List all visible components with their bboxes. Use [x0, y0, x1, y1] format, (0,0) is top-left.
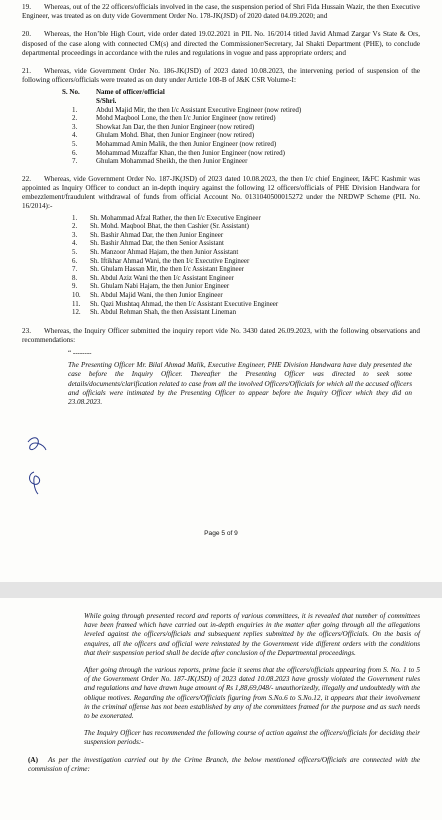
officer-list: [72, 215, 420, 318]
list-item: 7. Sh. Ghulam Hassan Mir, the then I/c Assistant Engineer: [72, 266, 244, 274]
list-item: 12. Sh. Abdul Rehman Shah, the then Assistant Lineman: [72, 309, 237, 317]
inquiry-quote: The Presenting Officer Mr. Bilal Ahmad Malik, Executive Engineer, PHE Division Handwara have duly presented the case before the Inquiry Officer. Thereafter the Presenting Officer was directed to seek some details/documents/clarification related to case from all the involved Officers/Officials for which all the accused officers and officials were intimated by the Presenting Officer to appear before the Inquiry Officer which they did on 23.08.2023.: [68, 361, 412, 406]
list-item: 1. Sh. Mohammad Afzal Rather, the then I/c Executive Engineer: [72, 214, 261, 222]
table-header-sno: S. No.: [62, 88, 80, 97]
paragraph-19: 19. Whereas, out of the 22 officers/officials involved in the case, the suspension period of Shri Fida Hussain Wazir, the then Executive Engineer, was treated as on duty vide Government Order No. 178-JK(JSD) of 2020 dated 04.09.2020; and: [22, 3, 420, 21]
table-row: 5. Mohammad Amin Malik, the then Junior Engineer (now retired): [72, 139, 277, 148]
list-item: 6. Sh. Iftikhar Ahmad Wani, the then I/c Executive Engineer: [72, 257, 250, 265]
table-row: 4. Ghulam Mohd. Bhat, then Junior Engineer (now retired): [72, 131, 255, 140]
table-row: 6. Mohammad Muzaffar Khan, the then Junior Engineer (now retired): [72, 148, 286, 157]
paragraph-20: 20. Whereas, the Hon’ble High Court, vide order dated 19.02.2021 in PIL No. 16/2014 titled Javid Ahmad Zargar Vs State & Ors, disposed of the case along with connected CM(s) and directed the Commissioner/Secretary, Jal Shakti Department (PHE), to conclude departmental proceedings in accordance with the rules and regulations in vogue and pass appropriate orders; and: [22, 30, 420, 57]
quote-open: “ --------: [68, 349, 92, 358]
document-page-6: [0, 598, 442, 820]
officer-table: [62, 88, 306, 165]
table-row: 1. Abdul Majid Mir, the then I/c Assistant Executive Engineer (now retired): [72, 105, 302, 114]
list-item: 4. Sh. Bashir Ahmad Dar, the then Senior Assistant: [72, 240, 224, 248]
paragraph-records: While going through presented record and reports of various committees, it is revealed that number of committees have been framed which have carried out in-depth enquiries in the matter after going through all the allegations leveled against the officers/officials and subsequent replies submitted by the officers/Officials. On the basis of enquires, all the officers and official were reinstated by the Government vide different orders with the conditions that their suspension period shall be decide after conclusion of the Departmental proceedings.: [84, 612, 420, 657]
paragraph-23: 23. Whereas, the Inquiry Officer submitted the inquiry report vide No. 3430 dated 26.09.2023, with the following observations and recommendations:: [22, 326, 420, 344]
handwritten-initials: [24, 432, 50, 498]
list-item: 11. Sh. Qazi Mushtaq Ahmad, the then I/c Assistant Executive Engineer: [72, 300, 279, 308]
paragraph-recommendation: The Inquiry Officer has recommended the following course of action against the officers/officials for deciding their suspension periods:-: [84, 729, 420, 747]
list-item: 2. Sh. Mohd. Maqbool Bhat, the then Cashier (Sr. Assistant): [72, 223, 249, 231]
page-number: Page 5 of 9: [204, 530, 238, 537]
list-item: 3. Sh. Bashir Ahmad Dar, the then Junior Engineer: [72, 231, 224, 239]
list-item: 5. Sh. Manzoor Ahmad Hajam, the then Junior Assistant: [72, 248, 239, 256]
paragraph-22: 22. Whereas, vide Government Order No. 187-JK(JSD) of 2023 dated 10.08.2023, the then I/c chief Engineer, I&FC Kashmir was appointed as Inquiry Officer to conduct an in-depth inquiry against the following 12 officers/officials of PHE Division Handwara for embezzlement/fraudulent withdrawal of funds from official Account No. 0131040500015272 under the NRDWP Scheme (PIL No. 16/2014):-: [22, 174, 420, 211]
table-row: 7. Ghulam Mohammad Sheikh, the then Junior Engineer: [72, 157, 248, 166]
table-subheader: S/Shri.: [96, 97, 117, 106]
list-item: 8. Sh. Abdul Aziz Wani the then I/c Assistant Engineer: [72, 274, 234, 282]
page-gap: [0, 582, 442, 598]
paragraph-reports: After going through the various reports, prime facie it seems that the officers/officials appearing from S. No. 1 to 5 of the Government Order No. 187-JK(JSD) of 2023 dated 10.08.2023 have grossly violated the Government rules and regulations and have drawn huge amount of Rs 1,88,69,048/- unauthorizedly, illegally and undoubtedly with the oblique motives. Regarding the officers/Officials figuring from S.No.6 to S.No.12, it appears that their involvement in the criminal offense has not been established by any of the committees framed for the purpose and as such needs to be exonerated.: [84, 666, 420, 721]
table-header-name: Name of officer/official: [96, 88, 165, 97]
clause-a: (A) As per the investigation carried out by the Crime Branch, the below mentioned officers/Officials are connected with the commission of crime:: [28, 755, 420, 773]
paragraph-21: 21. Whereas, vide Government Order No. 186-JK(JSD) of 2023 dated 10.08.2023, the intervening period of suspension of the following officers/officials were treated as on duty under Article 108-B of J&K CSR Volume-I:: [22, 67, 420, 85]
list-item: 10. Sh. Abdul Majid Wani, the then Junior Engineer: [72, 291, 223, 299]
table-row: 2. Mohd Maqbool Lone, the then I/c Junior Engineer (now retired): [72, 114, 276, 123]
list-item: 9. Sh. Ghulam Nabi Hajam, the then Junior Engineer: [72, 283, 230, 291]
table-row: 3. Showkat Jan Dar, the then Junior Engineer (now retired): [72, 122, 255, 131]
